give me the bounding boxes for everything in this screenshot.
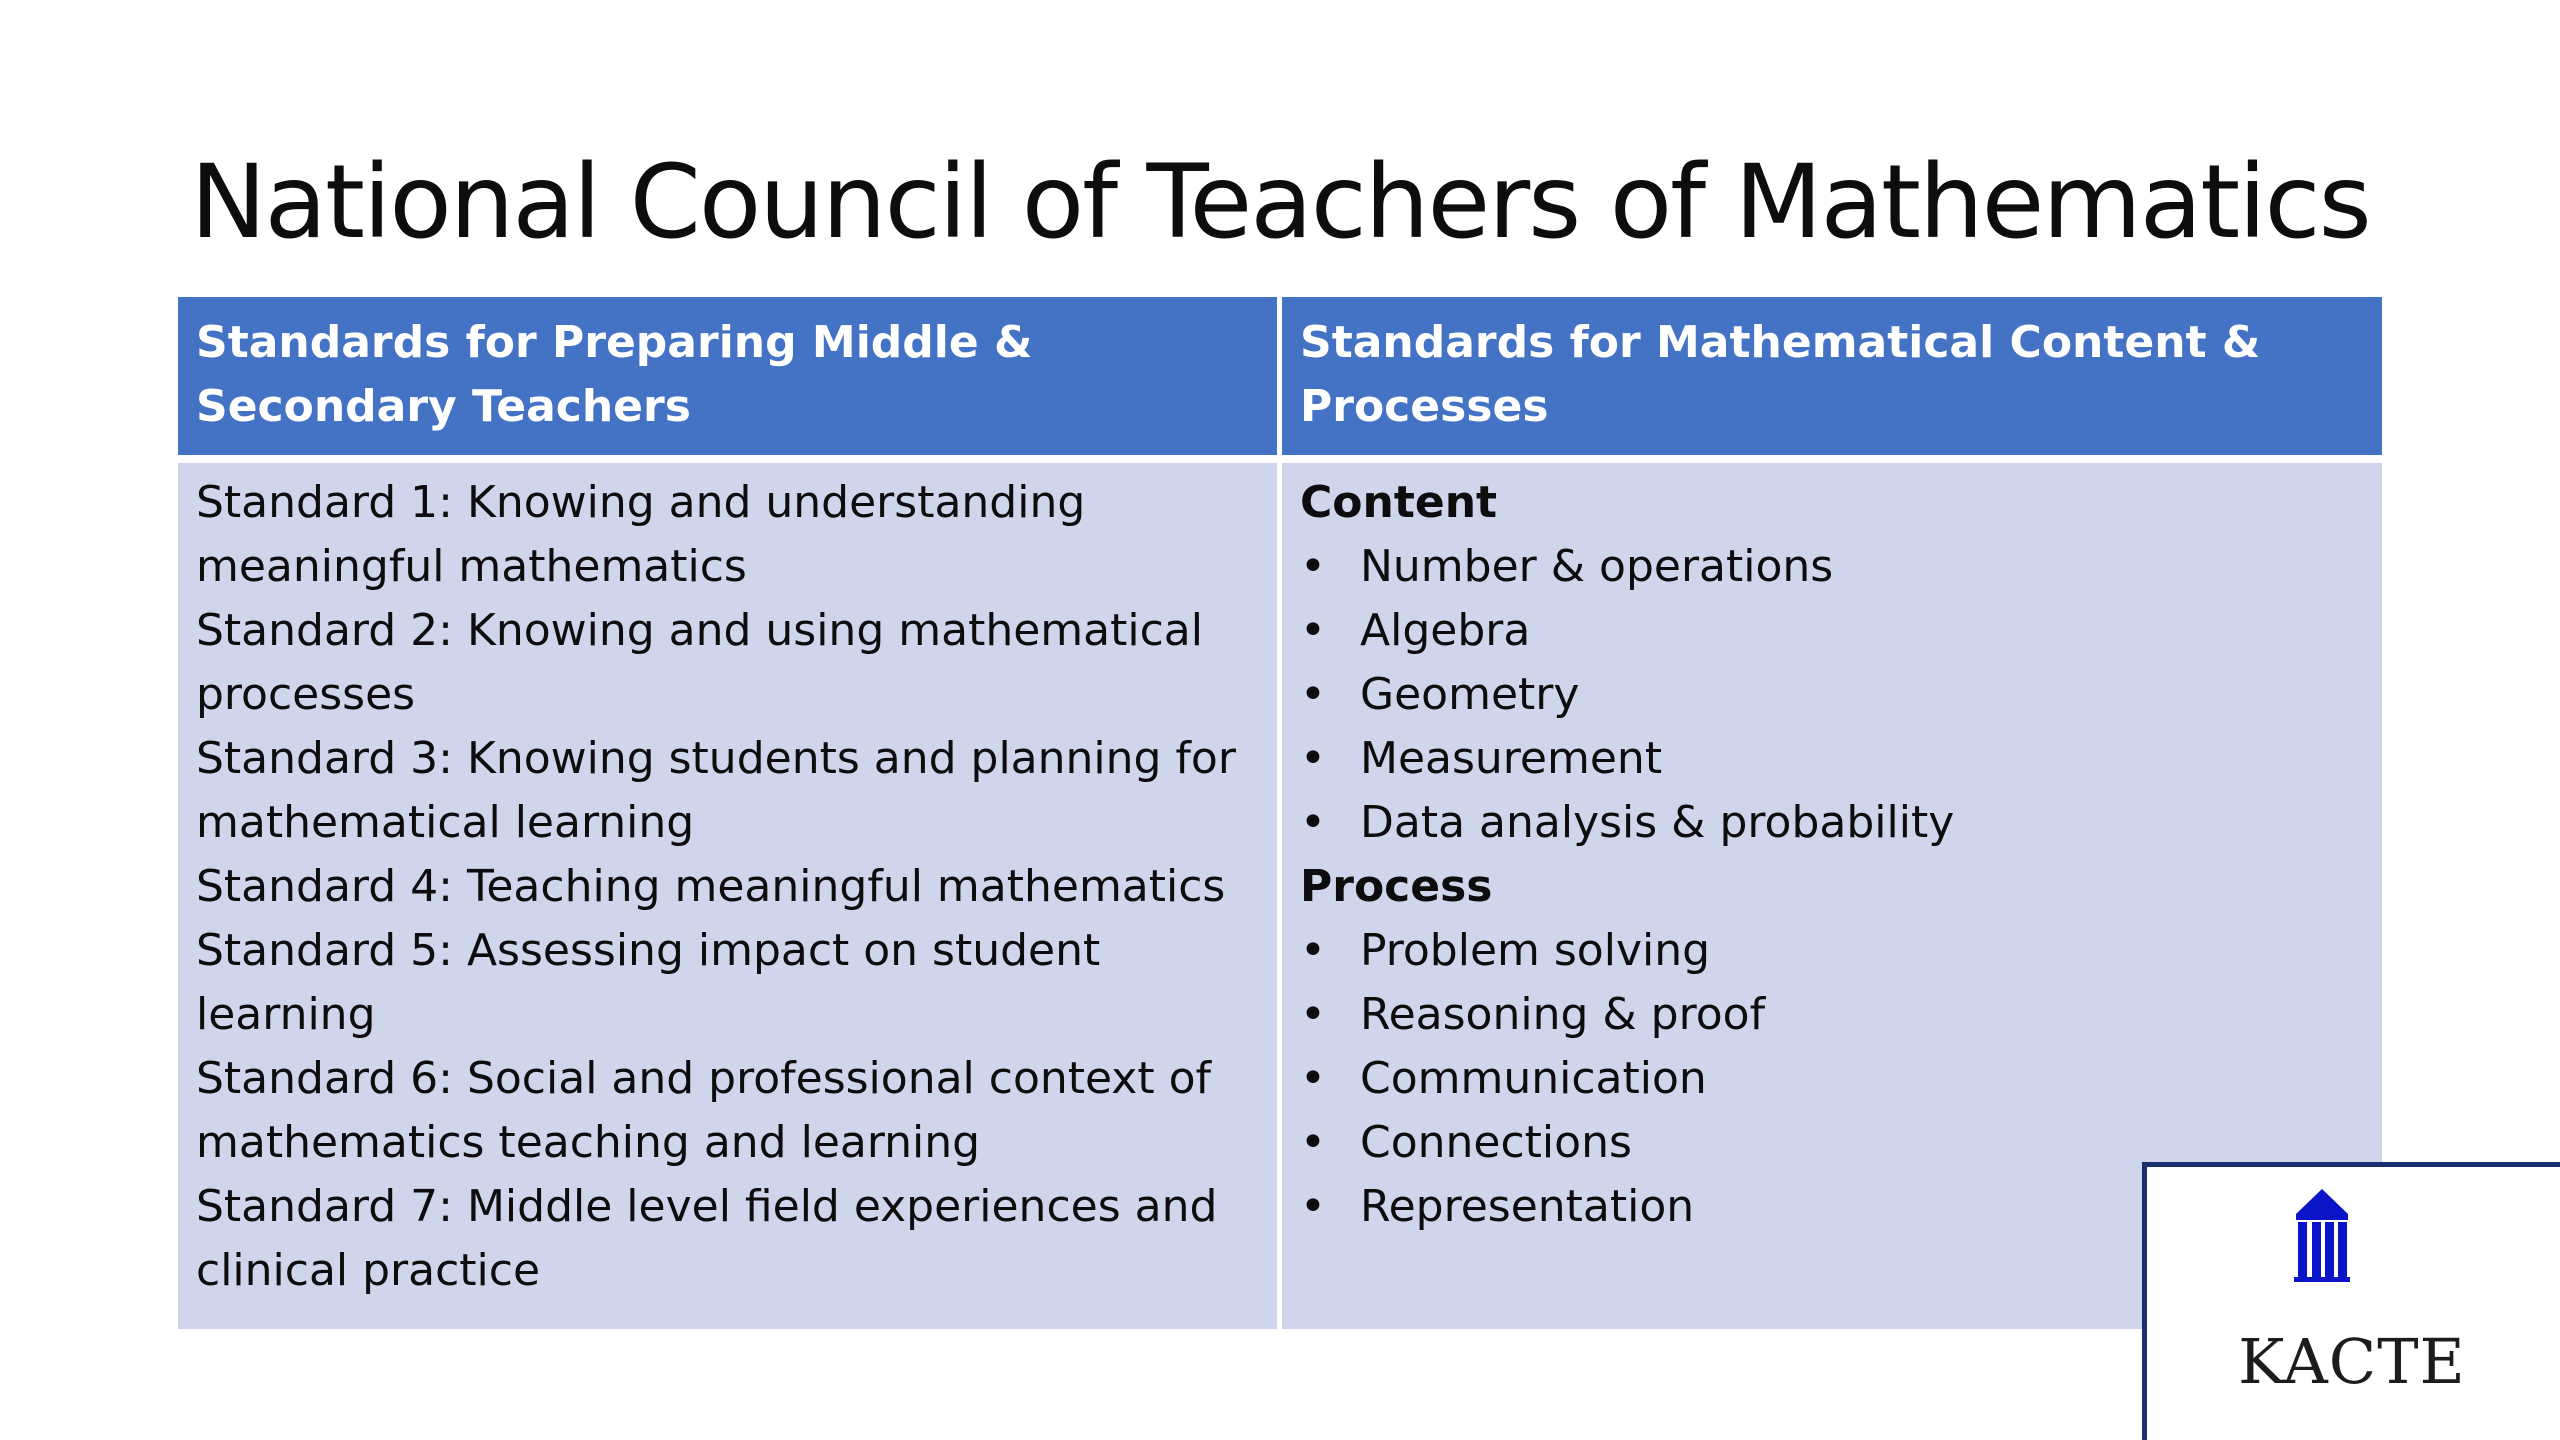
process-item-label: Representation <box>1360 1181 1695 1232</box>
bullet-icon: • <box>1300 925 1326 976</box>
process-item-label: Communication <box>1360 1053 1707 1104</box>
process-item <box>1300 919 2364 983</box>
content-item-label: Measurement <box>1360 733 1663 784</box>
bullet-icon: • <box>1300 669 1326 720</box>
bullet-icon: • <box>1300 1117 1326 1168</box>
process-item <box>1300 1047 2364 1111</box>
standards-table <box>178 297 2382 1329</box>
bullet-icon: • <box>1300 733 1326 784</box>
process-item-label: Reasoning & proof <box>1360 989 1766 1040</box>
bullet-icon: • <box>1300 1053 1326 1104</box>
process-heading: Process <box>1300 861 1493 912</box>
standard-item: Standard 2: Knowing and using mathematical processes <box>196 605 1203 720</box>
content-item-label: Algebra <box>1360 605 1531 656</box>
standard-item: Standard 5: Assessing impact on student learning <box>196 925 1101 1040</box>
content-item <box>1300 599 2364 663</box>
content-item <box>1300 535 2364 599</box>
standards-list <box>178 463 1277 1329</box>
slide-title: National Council of Teachers of Mathematics <box>190 143 2370 262</box>
bullet-icon: • <box>1300 541 1326 592</box>
right-column-header: Standards for Mathematical Content & Processes <box>1282 297 2382 455</box>
content-item <box>1300 663 2364 727</box>
standard-item: Standard 7: Middle level field experiences and clinical practice <box>196 1181 1218 1296</box>
process-item-label: Problem solving <box>1360 925 1711 976</box>
kacte-logo <box>2142 1162 2560 1440</box>
content-item-label: Data analysis & probability <box>1360 797 1955 848</box>
left-column-header: Standards for Preparing Middle & Secondary Teachers <box>178 297 1277 455</box>
standard-item: Standard 3: Knowing students and planning for mathematical learning <box>196 733 1236 848</box>
content-item <box>1300 791 2364 855</box>
bullet-icon: • <box>1300 797 1326 848</box>
content-item <box>1300 727 2364 791</box>
content-heading: Content <box>1300 477 1498 528</box>
bullet-icon: • <box>1300 605 1326 656</box>
standard-item: Standard 1: Knowing and understanding meaningful mathematics <box>196 477 1086 592</box>
building-columns-icon <box>2147 1167 2560 1440</box>
bullet-icon: • <box>1300 989 1326 1040</box>
bullet-icon: • <box>1300 1181 1326 1232</box>
process-item-label: Connections <box>1360 1117 1632 1168</box>
standard-item: Standard 6: Social and professional context of mathematics teaching and learning <box>196 1053 1211 1168</box>
content-item-label: Geometry <box>1360 669 1580 720</box>
content-item-label: Number & operations <box>1360 541 1834 592</box>
process-item <box>1300 983 2364 1047</box>
logo-text: KACTE <box>2238 1325 2466 1398</box>
standard-item: Standard 4: Teaching meaningful mathematics <box>196 861 1226 912</box>
